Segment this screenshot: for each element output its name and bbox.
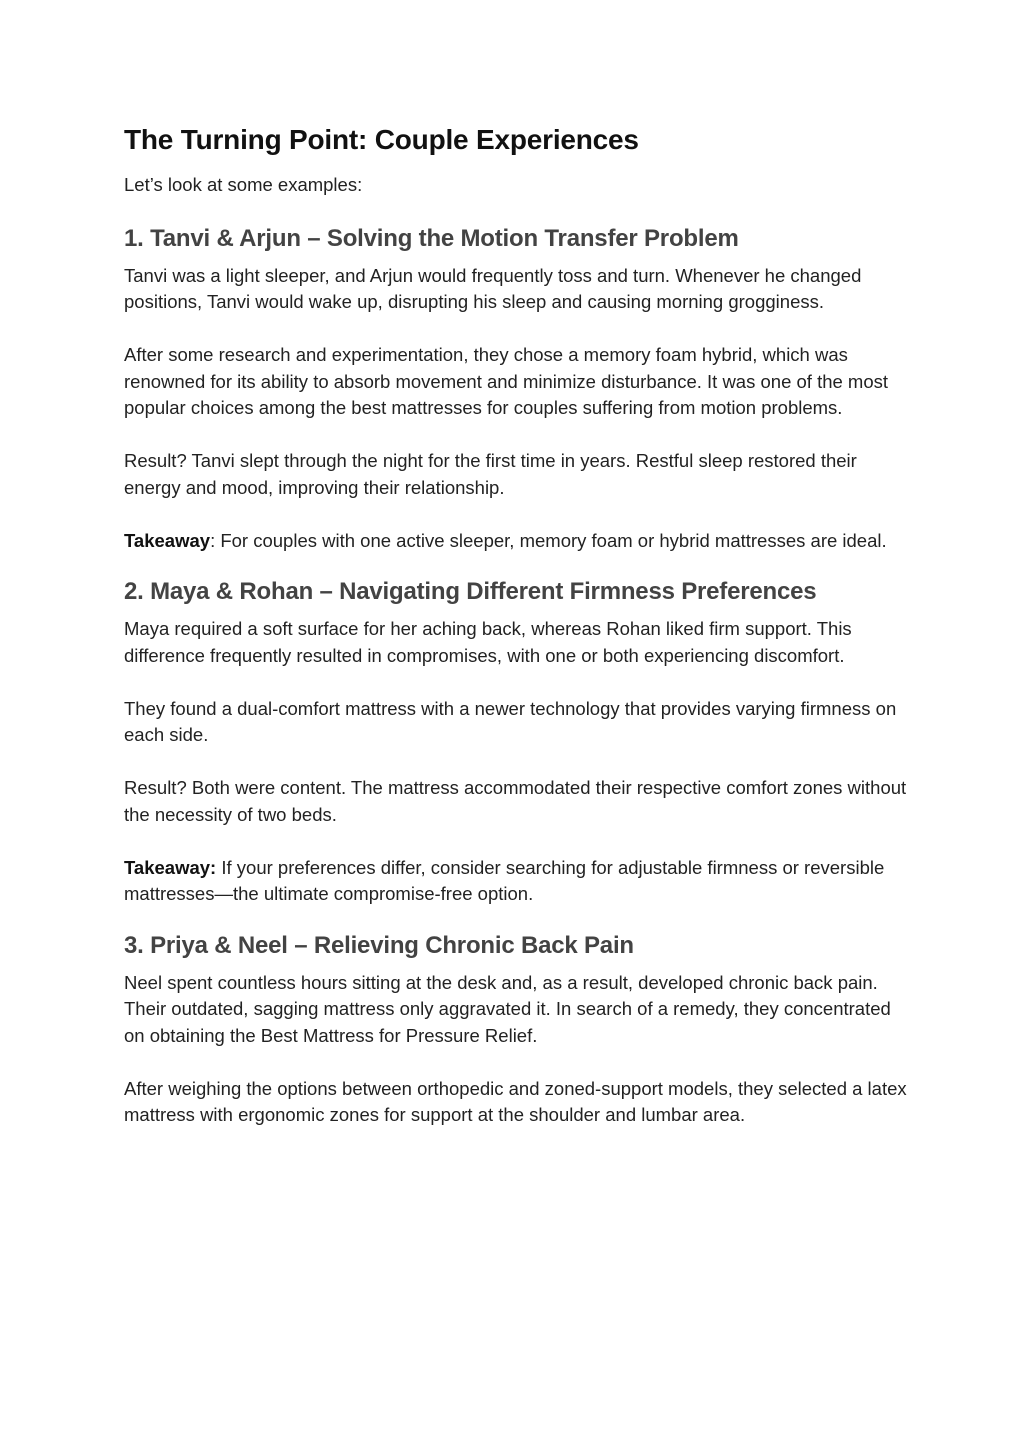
- takeaway-paragraph: [124, 528, 914, 555]
- paragraph: Result? Both were content. The mattress accommodated their respective comfort zones without the necessity of two beds.: [124, 777, 907, 825]
- paragraph: After weighing the options between orthopedic and zoned-support models, they selected a latex mattress with ergonomic zones for support at the shoulder and lumbar area.: [124, 1077, 907, 1125]
- paragraph: Maya required a soft surface for her aching back, whereas Rohan liked firm support. This difference frequently resulted in compromises, with one or both experiencing discomfort.: [124, 618, 852, 666]
- section-tanvi-arjun: [124, 223, 914, 555]
- takeaway-label: Takeaway:: [124, 856, 217, 878]
- document-page: [124, 122, 914, 1155]
- section-maya-rohan: [124, 576, 914, 908]
- section-priya-neel: [124, 930, 914, 1129]
- takeaway-paragraph: [124, 855, 914, 908]
- paragraph: Neel spent countless hours sitting at the desk and, as a result, developed chronic back pain. Their outdated, sagging mattress only aggravated it. In search of a remedy, they concentrated on obtaining the Best Mattress for Pressure Relief.: [124, 971, 891, 1046]
- intro-text: Let’s look at some examples:: [124, 174, 363, 195]
- paragraph: They found a dual-comfort mattress with a newer technology that provides varying firmness on each side.: [124, 697, 897, 745]
- takeaway-label: Takeaway: [124, 529, 211, 551]
- page-title: The Turning Point: Couple Experiences: [124, 124, 639, 155]
- section-heading: 1. Tanvi & Arjun – Solving the Motion Transfer Problem: [124, 224, 739, 252]
- paragraph: Tanvi was a light sleeper, and Arjun would frequently toss and turn. Whenever he changed positions, Tanvi would wake up, disrupting his sleep and causing morning grogginess.: [124, 264, 862, 312]
- section-heading: 3. Priya & Neel – Relieving Chronic Back Pain: [124, 931, 634, 959]
- takeaway-text: : For couples with one active sleeper, memory foam or hybrid mattresses are ideal.: [210, 529, 887, 551]
- paragraph: Result? Tanvi slept through the night for the first time in years. Restful sleep restored their energy and mood, improving their relationship.: [124, 450, 857, 498]
- paragraph: After some research and experimentation, they chose a memory foam hybrid, which was renowned for its ability to absorb movement and minimize disturbance. It was one of the most popular choices among the best mattresses for couples suffering from motion problems.: [124, 344, 889, 418]
- takeaway-text: If your preferences differ, consider searching for adjustable firmness or reversible mattresses—the ultimate compromise-free option.: [124, 856, 885, 904]
- section-heading: 2. Maya & Rohan – Navigating Different Firmness Preferences: [124, 578, 817, 605]
